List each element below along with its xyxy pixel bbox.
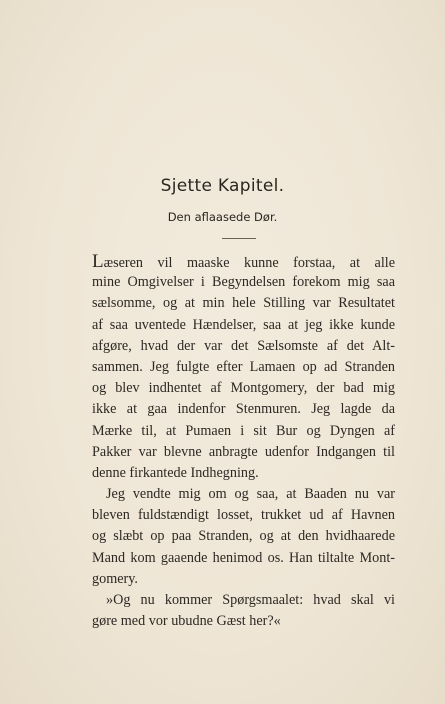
text-line: sælsomme, og at min hele Stilling var Resultatet — [92, 295, 395, 312]
title-divider — [222, 238, 256, 239]
text-line: »Og nu kommer Spørgsmaalet: hvad skal vi — [106, 592, 395, 608]
text-line: ikke at gaa indenfor Stenmuren. Jeg lagde da — [92, 401, 395, 418]
text-line: denne firkantede Indhegning. — [92, 464, 259, 481]
drop-cap: L — [92, 251, 104, 272]
text-line: Mand kom gaaende henimod os. Han tiltalte Mont- — [92, 549, 395, 566]
text-line: Jeg vendte mig om og saa, at Baaden nu var — [106, 486, 395, 503]
text-line: Pakker var blevne anbragte udenfor Indgangen til — [92, 443, 395, 460]
chapter-title: Sjette Kapitel. — [160, 176, 285, 196]
text-line: og slæbt op paa Stranden, og at den hvidhaarede — [92, 528, 395, 545]
chapter-subtitle: Den aflaasede Dør. — [167, 210, 278, 224]
text-line: afgøre, hvad der var det Sælsomste af det Alt- — [92, 337, 395, 354]
text-line: og blev indhentet af Montgomery, der bad mig — [92, 380, 395, 397]
text-line: af saa uventede Hændelser, saa at jeg ikke kunde — [92, 316, 395, 333]
text-line: mine Omgivelser i Begyndelsen forekom mig saa — [92, 274, 395, 291]
text-line: gøre med vor ubudne Gæst her?« — [92, 613, 281, 630]
text-line: Mærke til, at Pumaen i sit Bur og Dyngen af — [92, 422, 395, 439]
text-line: gomery. — [92, 570, 138, 587]
text-line: Læseren vil maaske kunne forstaa, at alle — [92, 251, 395, 272]
text-line: sammen. Jeg fulgte efter Lamaen op ad Stranden — [92, 358, 395, 375]
text-line: bleven fuldstændigt losset, trukket ud af Havnen — [92, 507, 395, 524]
body-text — [92, 251, 395, 632]
